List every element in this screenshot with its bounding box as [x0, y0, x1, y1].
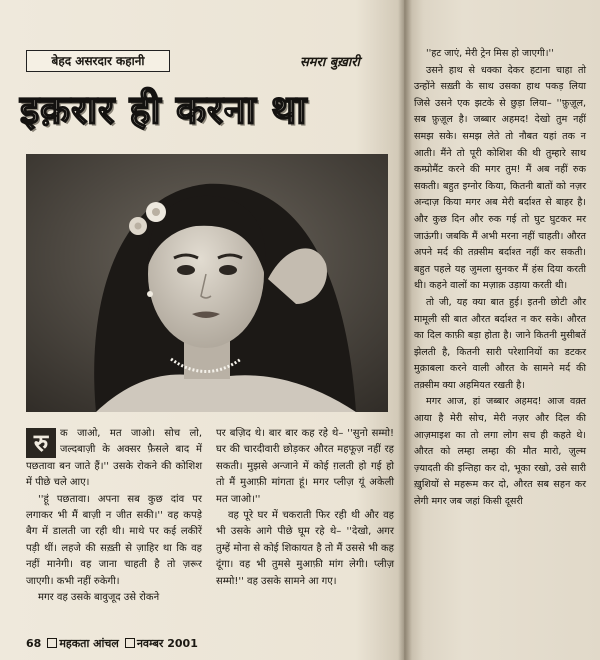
story-title: इक़रार ही करना था	[20, 87, 308, 133]
issue-date: नवम्बर 2001	[136, 637, 198, 650]
paragraph: क जाओ, मत जाओ। सोच लो, जल्दबाज़ी के अक्सर फ़ैसले बाद में पछतावा बन जाते हैं।'' उसके रोकने की कोशिश में पीछे चले आए।	[26, 428, 202, 489]
square-bullet-icon	[125, 638, 135, 648]
paragraph: ''हूं पछतावा। अपना सब कुछ दांव पर लगाकर भी मैं बाज़ी न जीत सकी।'' वह कपड़े बैग में डालती जा रही थी। माथे पर कई लकीरें पड़ी थीं। लहजे की सख़्ती से ज़ाहिर था कि वह नहीं मानेगी। वह जाना चाहती है तो ज़रूर जाएगी। कभी नहीं रुकेगी।	[26, 493, 202, 587]
magazine-name: महकता आंचल	[59, 637, 119, 650]
story-column-2	[216, 426, 394, 590]
paragraph: मगर वह उसके बावुजूद उसे रोकने	[38, 592, 160, 604]
story-column-1	[26, 426, 202, 606]
paragraph: मगर आज, हां जब्बार अहमद! आज वक़्त आया है मेरी सोच, मेरी नज़र और दिल की आज़माइश का तो लगा लोग सच ही कहते थे। औरत को लम्हा लम्हा की मौत मारो, ज़ुल्म ज़्यादती की इन्तिहा कर दो, भूका रखो, उसे सारी ख़ुशियों से महरूम कर दो, औरत सब सहन कर लेगी मगर जब जहां किसी दूसरी	[414, 396, 586, 508]
story-category-label: बेहद असरदार कहानी	[26, 50, 170, 72]
page-gutter	[398, 0, 412, 660]
author-byline: समरा बुख़ारी	[300, 55, 360, 70]
paragraph: उसने हाथ से धक्का देकर हटाना चाहा तो उन्होंने सख़्ती के साथ उसका हाथ पकड़ लिया जिसे उसने एक झटके से छुड़ा लिया– ''फ़ुज़ूल, सब फ़ुज़ूल है। जब्बार अहमद! देखो तुम नहीं समझ सके। समझ लेते तो नौबत यहां तक न आती। मैंने तो पूरी कोशिश की थी तुम्हारे साथ कम्प्रोमैंट करने की मगर तुम! मैं अब नहीं रुक सकती। बहुत इग्नोर किया, कितनी बातों को नज़र अन्दाज़ किया मगर अब मेरी बर्दाश्त से बाहर है। और कुछ दिन और रुक गई तो घुट घुटकर मर जाऊंगी। जबकि मैं अभी मरना नहीं चाहती। औरत अपने मर्द की तक़्सीम बर्दाश्त नहीं कर सकती। बहुत पहले यह जुमला सुनकर मैं हंस दिया करती थी। कहने वालों का मज़ाक़ उड़ाया करती थी।	[414, 64, 586, 292]
story-column-3	[414, 46, 586, 511]
paragraph: ''हट जाएं, मेरी ट्रेन मिस हो जाएगी।''	[426, 48, 554, 59]
portrait-photo	[26, 154, 388, 412]
square-bullet-icon	[47, 638, 57, 648]
paragraph: पर बज़िद थे। बार बार कह रहे थे– ''सुनो सम्मो! घर की चारदीवारी छोड़कर औरत महफूज़ नहीं रह सकती। मुझसे अन्जाने में कोई ग़लती हो गई हो तो मैं मुआफ़ी मांगता हूं। मगर प्लीज़ यूं अकेली मत जाओ।''	[216, 428, 394, 505]
page-footer	[26, 636, 266, 651]
page-number: 68	[26, 637, 42, 650]
paragraph: तो जी, यह क्या बात हुई। इतनी छोटी और मामूली सी बात औरत बर्दाश्त न कर सके। औरत का दिल काफ़ी बड़ा होता है। जाने कितनी मुसीबतें झेलती है, कितनी सारी परेशानियों का डटकर मुक़ाबला करने वाली औरत के सामने मर्द की तक़्सीम क्या अहमियत रखती है।	[414, 296, 586, 391]
paragraph: वह पूरे घर में चकराती फिर रही थी और वह भी उसके आगे पीछे घूम रहे थे– ''देखो, अगर तुम्हें मोना से कोई शिकायत है तो मैं उससे भी कह दूंगा। वह भी तुमसे मुआफ़ी मांग लेगी। प्लीज़ सम्मो!'' वह उसके सामने आ गए।	[216, 510, 394, 587]
drop-cap: रु	[26, 428, 56, 458]
